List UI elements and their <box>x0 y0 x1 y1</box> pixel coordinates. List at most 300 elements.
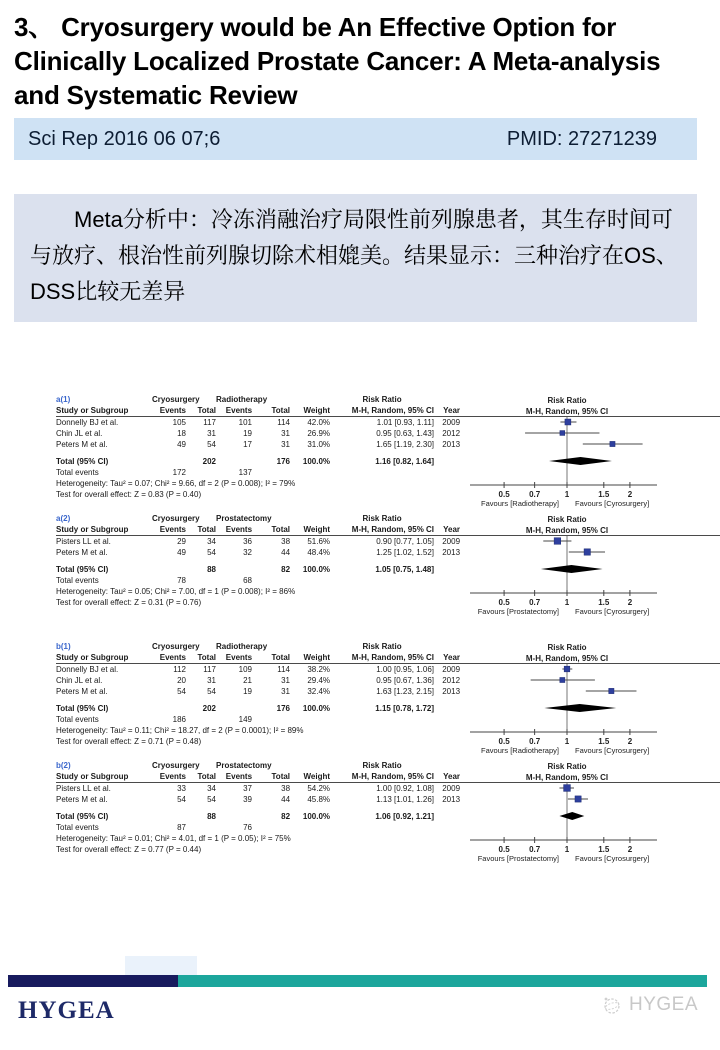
table-cell: 149 <box>238 715 253 724</box>
table-cell: Donnelly BJ et al. <box>56 665 119 674</box>
svg-text:Favours [Prostatectomy]: Favours [Prostatectomy] <box>477 607 560 616</box>
table-cell <box>290 822 330 833</box>
table-cell: 38 <box>281 537 291 546</box>
table-cell: Weight <box>290 652 330 664</box>
table-cell <box>434 641 460 652</box>
table-cell: Study or Subgroup <box>56 524 152 536</box>
table-cell <box>434 703 460 714</box>
svg-text:0.7: 0.7 <box>529 490 541 499</box>
overall-effect-text: Test for overall effect: Z = 0.31 (P = 0.76) <box>56 598 202 607</box>
table-cell <box>434 564 460 575</box>
total-row <box>56 564 460 575</box>
table-cell <box>434 575 460 586</box>
journal-reference: Sci Rep 2016 06 07;6 <box>28 127 221 150</box>
table-cell: 76 <box>243 823 253 832</box>
table-cell: 31 <box>281 429 291 438</box>
table-cell: 49 <box>177 440 186 449</box>
table-cell: 54 <box>177 687 186 696</box>
svg-text:Favours [Cyrosurgery]: Favours [Cyrosurgery] <box>575 746 650 755</box>
svg-text:0.5: 0.5 <box>498 845 510 854</box>
table-cell: 49 <box>177 548 186 557</box>
svg-text:1.5: 1.5 <box>598 845 610 854</box>
svg-text:1: 1 <box>564 737 570 746</box>
footer-bar <box>8 975 707 987</box>
table-cell <box>252 467 290 478</box>
table-cell <box>330 575 434 586</box>
svg-text:0.7: 0.7 <box>529 598 541 607</box>
table-cell: 2009 <box>442 665 461 674</box>
svg-text:1.5: 1.5 <box>598 490 610 499</box>
table-cell: 1.05 [0.75, 1.48] <box>375 565 435 574</box>
table-cell: Peters M et al. <box>56 548 108 557</box>
total-events-row <box>56 714 460 725</box>
summary-box <box>14 194 697 322</box>
forest-table-b2 <box>56 760 460 855</box>
table-cell: 44 <box>281 548 291 557</box>
table-cell: 137 <box>238 468 253 477</box>
table-cell: 100.0% <box>302 704 331 713</box>
svg-text:2: 2 <box>627 598 633 607</box>
table-cell: 1.00 [0.92, 1.08] <box>376 784 435 793</box>
table-cell: 100.0% <box>302 812 331 821</box>
table-cell <box>434 456 460 467</box>
forest-table-b1 <box>56 641 460 747</box>
table-cell: Year <box>434 524 460 536</box>
table-cell: 31.0% <box>307 440 331 449</box>
table-cell: Total <box>252 771 290 783</box>
svg-text:0.5: 0.5 <box>498 490 510 499</box>
table-cell: 87 <box>177 823 186 832</box>
table-cell <box>290 760 330 771</box>
table-cell: 20 <box>177 676 186 685</box>
total-row <box>56 811 460 822</box>
risk-marker <box>565 419 571 425</box>
summary-diamond <box>541 565 603 573</box>
table-cell <box>152 811 186 822</box>
table-cell: 2013 <box>442 795 461 804</box>
risk-marker <box>610 441 615 446</box>
footer-accent-patch <box>125 956 197 975</box>
study-row <box>56 783 460 795</box>
svg-text:Risk Ratio: Risk Ratio <box>547 515 587 524</box>
table-cell: Events <box>216 771 252 783</box>
svg-text:1.5: 1.5 <box>598 598 610 607</box>
table-cell: 1.01 [0.93, 1.11] <box>376 418 435 427</box>
watermark-label: HYGEA <box>629 994 699 1015</box>
table-cell <box>434 513 460 524</box>
study-row <box>56 664 460 676</box>
table-cell: 48.4% <box>307 548 331 557</box>
table-cell: 101 <box>238 418 253 427</box>
table-cell: 31 <box>281 440 291 449</box>
table-cell: 176 <box>276 457 291 466</box>
table-cell: 21 <box>243 676 253 685</box>
table-cell: Peters M et al. <box>56 795 108 804</box>
table-cell: Total (95% CI) <box>56 565 109 574</box>
svg-text:1: 1 <box>564 845 570 854</box>
table-cell: Total <box>252 524 290 536</box>
table-cell: Cryosurgery <box>152 514 200 523</box>
pmid-label: PMID: 27271239 <box>506 127 657 150</box>
table-cell: 39 <box>243 795 253 804</box>
heterogeneity-text: Heterogeneity: Tau² = 0.05; Chi² = 7.00, df = 1 (P = 0.008); I² = 86% <box>56 587 296 596</box>
table-cell: Total events <box>56 576 99 585</box>
table-cell <box>152 564 186 575</box>
summary-diamond <box>549 457 612 465</box>
table-cell: 172 <box>172 468 186 477</box>
table-cell <box>290 714 330 725</box>
table-cell: Total <box>186 405 216 417</box>
total-events-row <box>56 822 460 833</box>
table-cell: Year <box>434 405 460 417</box>
risk-marker <box>575 796 581 802</box>
table-cell: a(2) <box>56 514 71 523</box>
table-cell: 51.6% <box>307 537 331 546</box>
svg-text:2: 2 <box>627 737 633 746</box>
risk-marker <box>554 538 561 545</box>
table-cell: Events <box>152 652 186 664</box>
table-cell: 45.8% <box>307 795 331 804</box>
table-cell: Year <box>434 771 460 783</box>
summary-diamond <box>544 704 616 712</box>
table-cell: 88 <box>207 812 217 821</box>
table-cell: Total (95% CI) <box>56 704 109 713</box>
svg-text:Favours [Cyrosurgery]: Favours [Cyrosurgery] <box>575 607 650 616</box>
table-cell: 176 <box>276 704 291 713</box>
table-cell: Chin JL et al. <box>56 676 103 685</box>
risk-marker <box>564 666 570 672</box>
table-cell <box>434 394 460 405</box>
table-cell: 31 <box>207 429 217 438</box>
forest-plot-b1 <box>56 641 720 756</box>
forest-chart-a1 <box>460 394 720 509</box>
svg-text:Favours [Cyrosurgery]: Favours [Cyrosurgery] <box>575 499 650 508</box>
table-cell <box>330 714 434 725</box>
table-cell: 54.2% <box>307 784 331 793</box>
table-cell: Radiotherapy <box>216 642 268 651</box>
table-cell: Cryosurgery <box>152 761 200 770</box>
table-cell: 1.06 [0.92, 1.21] <box>375 812 435 821</box>
study-row <box>56 536 460 548</box>
table-cell: Total (95% CI) <box>56 812 109 821</box>
table-cell: 202 <box>202 704 217 713</box>
table-cell: Total <box>186 771 216 783</box>
study-row <box>56 686 460 697</box>
forest-chart-b1 <box>460 641 720 756</box>
table-cell: Risk Ratio <box>362 642 402 651</box>
svg-text:Risk Ratio: Risk Ratio <box>547 396 587 405</box>
table-cell: 2012 <box>442 429 461 438</box>
table-cell <box>216 811 252 822</box>
svg-text:Favours [Cyrosurgery]: Favours [Cyrosurgery] <box>575 854 650 863</box>
risk-marker <box>564 785 571 792</box>
forest-table-a1 <box>56 394 460 500</box>
svg-text:1: 1 <box>564 490 570 499</box>
table-cell: Radiotherapy <box>216 395 268 404</box>
table-cell: 117 <box>203 418 217 427</box>
table-cell <box>186 575 216 586</box>
svg-text:2: 2 <box>627 490 633 499</box>
heterogeneity-text: Heterogeneity: Tau² = 0.11; Chi² = 18.27, df = 2 (P = 0.0001); I² = 89% <box>56 726 304 735</box>
table-cell: M-H, Random, 95% CI <box>330 405 434 417</box>
summary-diamond <box>559 812 584 820</box>
table-cell <box>434 760 460 771</box>
table-cell: 1.25 [1.02, 1.52] <box>376 548 435 557</box>
table-cell: Total <box>252 652 290 664</box>
table-cell: 32 <box>243 548 253 557</box>
total-events-row <box>56 575 460 586</box>
table-cell: 19 <box>243 429 253 438</box>
table-cell: 1.63 [1.23, 2.15] <box>376 687 435 696</box>
table-cell: 54 <box>207 548 217 557</box>
table-cell: 31 <box>207 676 217 685</box>
forest-figure <box>56 394 720 864</box>
study-row <box>56 428 460 439</box>
table-cell: Events <box>152 771 186 783</box>
svg-text:1: 1 <box>564 598 570 607</box>
table-cell: Total <box>252 405 290 417</box>
table-cell: 26.9% <box>307 429 331 438</box>
hygea-logo: HYGEA <box>18 997 115 1024</box>
svg-text:1.5: 1.5 <box>598 737 610 746</box>
table-cell: 114 <box>277 418 291 427</box>
table-cell: Events <box>216 524 252 536</box>
overall-effect-text: Test for overall effect: Z = 0.83 (P = 0.40) <box>56 490 202 499</box>
table-cell: Peters M et al. <box>56 687 108 696</box>
table-cell: 202 <box>202 457 217 466</box>
table-cell: 1.13 [1.01, 1.26] <box>376 795 435 804</box>
table-cell: 32.4% <box>307 687 331 696</box>
table-cell: Study or Subgroup <box>56 771 152 783</box>
table-cell: Total events <box>56 715 99 724</box>
table-cell <box>330 467 434 478</box>
svg-text:M-H, Random, 95% CI: M-H, Random, 95% CI <box>525 407 609 416</box>
table-cell <box>216 456 252 467</box>
table-cell: 1.00 [0.95, 1.06] <box>376 665 435 674</box>
table-cell <box>216 564 252 575</box>
table-cell: Study or Subgroup <box>56 405 152 417</box>
table-cell: Events <box>152 524 186 536</box>
table-cell: 186 <box>172 715 186 724</box>
svg-text:Risk Ratio: Risk Ratio <box>547 762 587 771</box>
table-cell: Events <box>216 652 252 664</box>
heterogeneity-text: Heterogeneity: Tau² = 0.07; Chi² = 9.66, df = 2 (P = 0.008); I² = 79% <box>56 479 296 488</box>
table-cell: Pisters LL et al. <box>56 784 111 793</box>
table-cell: b(1) <box>56 642 71 651</box>
table-cell: 29.4% <box>307 676 331 685</box>
table-cell: 82 <box>281 565 291 574</box>
table-cell <box>290 575 330 586</box>
study-row <box>56 794 460 805</box>
table-cell: 1.65 [1.19, 2.30] <box>376 440 435 449</box>
table-cell: 114 <box>277 665 291 674</box>
table-cell: 33 <box>177 784 186 793</box>
table-cell: 54 <box>177 795 186 804</box>
table-cell: 68 <box>243 576 253 585</box>
table-cell: 54 <box>207 687 217 696</box>
table-cell: Prostatectomy <box>216 514 272 523</box>
table-cell: Weight <box>290 771 330 783</box>
table-cell: Weight <box>290 524 330 536</box>
overall-effect-text: Test for overall effect: Z = 0.71 (P = 0.48) <box>56 737 202 746</box>
table-cell: 18 <box>177 429 186 438</box>
table-cell: 31 <box>281 676 291 685</box>
table-cell: 38.2% <box>307 665 331 674</box>
table-cell: 44 <box>281 795 291 804</box>
table-cell: 117 <box>203 665 217 674</box>
table-cell <box>252 714 290 725</box>
table-cell: 100.0% <box>302 565 331 574</box>
table-cell: 2009 <box>442 537 461 546</box>
forest-plot-a1 <box>56 394 720 509</box>
table-cell: 17 <box>243 440 253 449</box>
heterogeneity-text: Heterogeneity: Tau² = 0.01; Chi² = 4.01, df = 1 (P = 0.05); I² = 75% <box>56 834 291 843</box>
table-cell <box>252 575 290 586</box>
table-cell: Peters M et al. <box>56 440 108 449</box>
svg-text:M-H, Random, 95% CI: M-H, Random, 95% CI <box>525 773 609 782</box>
table-cell: 29 <box>177 537 186 546</box>
table-cell: Cryosurgery <box>152 395 200 404</box>
table-cell: Study or Subgroup <box>56 652 152 664</box>
table-cell: Events <box>216 405 252 417</box>
table-cell: Cryosurgery <box>152 642 200 651</box>
svg-text:M-H, Random, 95% CI: M-H, Random, 95% CI <box>525 654 609 663</box>
table-cell: M-H, Random, 95% CI <box>330 652 434 664</box>
total-row <box>56 703 460 714</box>
table-cell: Risk Ratio <box>362 761 402 770</box>
hygea-watermark <box>600 993 698 1017</box>
table-cell <box>434 811 460 822</box>
table-cell <box>290 394 330 405</box>
table-cell <box>152 456 186 467</box>
table-cell <box>330 822 434 833</box>
table-cell: Prostatectomy <box>216 761 272 770</box>
table-cell: 1.16 [0.82, 1.64] <box>375 457 435 466</box>
table-cell <box>186 822 216 833</box>
table-cell: 34 <box>207 784 217 793</box>
table-cell: Pisters LL et al. <box>56 537 111 546</box>
table-cell: 54 <box>207 795 217 804</box>
table-cell <box>216 703 252 714</box>
forest-table-a2 <box>56 513 460 608</box>
table-cell: Chin JL et al. <box>56 429 103 438</box>
table-cell: 2013 <box>442 548 461 557</box>
footer-bar-teal <box>178 975 707 987</box>
table-cell: 78 <box>177 576 186 585</box>
table-cell: 105 <box>172 418 186 427</box>
table-cell: 112 <box>173 665 186 674</box>
footer-bar-navy <box>8 975 178 987</box>
table-cell: 31 <box>281 687 291 696</box>
table-cell: Risk Ratio <box>362 395 402 404</box>
table-cell: Total (95% CI) <box>56 457 109 466</box>
study-row <box>56 547 460 558</box>
table-cell: 2009 <box>442 418 461 427</box>
table-cell: Total <box>186 652 216 664</box>
table-cell <box>434 822 460 833</box>
table-cell: 0.95 [0.67, 1.36] <box>376 676 435 685</box>
summary-text: Meta分析中：冷冻消融治疗局限性前列腺患者，其生存时间可与放疗、根治性前列腺切除术相媲美。结果显示：三种治疗在OS、DSS比较无差异 <box>30 207 678 304</box>
study-row <box>56 675 460 686</box>
forest-chart-b2 <box>460 760 720 864</box>
table-cell: 0.90 [0.77, 1.05] <box>376 537 435 546</box>
svg-text:2: 2 <box>627 845 633 854</box>
table-cell: 54 <box>207 440 217 449</box>
risk-marker <box>609 688 614 693</box>
citation-bar <box>14 118 697 160</box>
risk-marker <box>560 677 565 682</box>
svg-text:Risk Ratio: Risk Ratio <box>547 643 587 652</box>
table-cell <box>290 641 330 652</box>
svg-text:0.5: 0.5 <box>498 737 510 746</box>
table-cell: 2009 <box>442 784 461 793</box>
svg-text:0.7: 0.7 <box>529 737 541 746</box>
table-cell: 100.0% <box>302 457 331 466</box>
table-cell: 88 <box>207 565 217 574</box>
table-cell: M-H, Random, 95% CI <box>330 524 434 536</box>
table-cell: 2013 <box>442 687 461 696</box>
table-cell <box>152 703 186 714</box>
total-row <box>56 456 460 467</box>
study-row <box>56 439 460 450</box>
globe-icon <box>600 993 624 1017</box>
table-cell: 2012 <box>442 676 461 685</box>
table-cell <box>252 822 290 833</box>
table-cell: 1.15 [0.78, 1.72] <box>375 704 435 713</box>
risk-marker <box>584 549 590 555</box>
table-cell: Total events <box>56 468 99 477</box>
table-cell: Risk Ratio <box>362 514 402 523</box>
table-cell: Weight <box>290 405 330 417</box>
table-cell: 37 <box>243 784 253 793</box>
risk-marker <box>560 431 565 436</box>
table-cell: 82 <box>281 812 291 821</box>
svg-text:0.7: 0.7 <box>529 845 541 854</box>
table-cell: 38 <box>281 784 291 793</box>
forest-plot-a2 <box>56 513 720 617</box>
svg-text:Favours [Prostatectomy]: Favours [Prostatectomy] <box>477 854 560 863</box>
svg-text:0.5: 0.5 <box>498 598 510 607</box>
forest-chart-a2 <box>460 513 720 617</box>
table-cell <box>186 467 216 478</box>
table-cell <box>186 714 216 725</box>
table-cell: 42.0% <box>307 418 331 427</box>
svg-text:Favours [Radiotherapy]: Favours [Radiotherapy] <box>481 499 560 508</box>
total-events-row <box>56 467 460 478</box>
table-cell: 19 <box>243 687 253 696</box>
table-cell: a(1) <box>56 395 71 404</box>
svg-text:Favours [Radiotherapy]: Favours [Radiotherapy] <box>481 746 560 755</box>
table-cell: Year <box>434 652 460 664</box>
table-cell <box>290 467 330 478</box>
table-cell: 36 <box>243 537 253 546</box>
table-cell: Events <box>152 405 186 417</box>
table-cell <box>434 714 460 725</box>
slide <box>0 10 720 1050</box>
table-cell: 2013 <box>442 440 461 449</box>
table-cell <box>434 467 460 478</box>
study-row <box>56 417 460 429</box>
page-title: 3、 Cryosurgery would be An Effective Option for Clinically Localized Prostate Cancer: A Meta-analysis and Systematic Review <box>14 12 661 110</box>
forest-plot-b2 <box>56 760 720 864</box>
table-cell: Total <box>186 524 216 536</box>
svg-text:M-H, Random, 95% CI: M-H, Random, 95% CI <box>525 526 609 535</box>
table-cell: Total events <box>56 823 99 832</box>
table-cell: Donnelly BJ et al. <box>56 418 119 427</box>
table-cell: 34 <box>207 537 217 546</box>
table-cell <box>290 513 330 524</box>
table-cell: b(2) <box>56 761 71 770</box>
